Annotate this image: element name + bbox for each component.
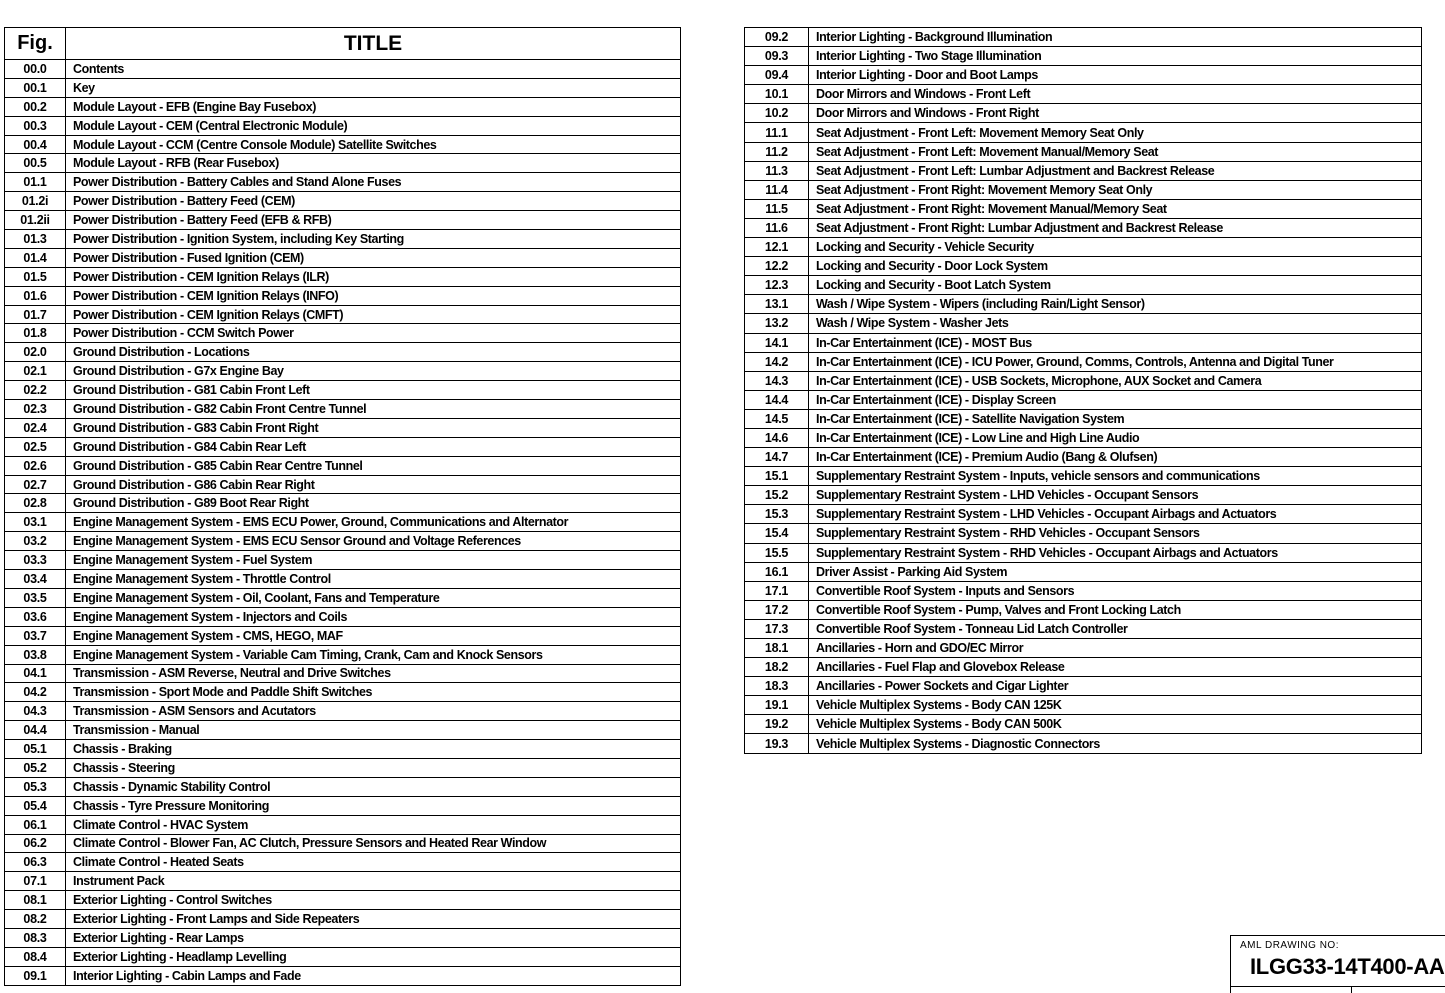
table-row [5,475,681,494]
fig-title: Chassis - Tyre Pressure Monitoring [66,796,681,815]
fig-number: 03.3 [5,551,66,570]
table-row [745,619,1422,638]
fig-number: 16.1 [745,562,809,581]
fig-number: 05.2 [5,758,66,777]
fig-number: 05.4 [5,796,66,815]
fig-number: 03.1 [5,513,66,532]
fig-title: Seat Adjustment - Front Right: Lumbar Adjustment and Backrest Release [809,218,1422,237]
table-row [5,116,681,135]
fig-title: Power Distribution - Battery Feed (CEM) [66,192,681,211]
table-row [5,381,681,400]
fig-title: Power Distribution - Fused Ignition (CEM) [66,248,681,267]
fig-number: 14.2 [745,352,809,371]
title-block-divider [1231,986,1445,987]
table-row [745,390,1422,409]
fig-number: 15.1 [745,467,809,486]
fig-title: Instrument Pack [66,872,681,891]
fig-number: 18.3 [745,677,809,696]
fig-title: Locking and Security - Vehicle Security [809,238,1422,257]
fig-number: 03.6 [5,607,66,626]
fig-title: In-Car Entertainment (ICE) - ICU Power, Ground, Comms, Controls, Antenna and Digital Tuner [809,352,1422,371]
fig-title: Supplementary Restraint System - LHD Vehicles - Occupant Sensors [809,486,1422,505]
fig-title: Engine Management System - Oil, Coolant, Fans and Temperature [66,588,681,607]
fig-title: Ancillaries - Power Sockets and Cigar Lighter [809,677,1422,696]
fig-column-header: Fig. [5,28,66,60]
table-row [5,437,681,456]
table-row [745,505,1422,524]
fig-number: 05.3 [5,777,66,796]
table-row [5,966,681,985]
fig-number: 19.1 [745,696,809,715]
table-row [5,78,681,97]
fig-title: Module Layout - CCM (Centre Console Module) Satellite Switches [66,135,681,154]
fig-number: 19.2 [745,715,809,734]
fig-number: 00.5 [5,154,66,173]
fig-number: 18.2 [745,658,809,677]
table-row [5,928,681,947]
fig-number: 09.1 [5,966,66,985]
fig-number: 03.5 [5,588,66,607]
fig-title: Climate Control - Blower Fan, AC Clutch, Pressure Sensors and Heated Rear Window [66,834,681,853]
fig-number: 05.1 [5,740,66,759]
table-row [5,607,681,626]
fig-title: Vehicle Multiplex Systems - Body CAN 500K [809,715,1422,734]
fig-title: Ground Distribution - G82 Cabin Front Centre Tunnel [66,400,681,419]
table-row [5,97,681,116]
fig-title: Power Distribution - Ignition System, including Key Starting [66,230,681,249]
fig-title: Engine Management System - EMS ECU Power, Ground, Communications and Alternator [66,513,681,532]
table-row [5,362,681,381]
table-row [745,295,1422,314]
fig-number: 15.5 [745,543,809,562]
table-row [5,664,681,683]
fig-title: Vehicle Multiplex Systems - Diagnostic Connectors [809,734,1422,753]
table-row [745,409,1422,428]
table-row [745,47,1422,66]
fig-number: 03.2 [5,532,66,551]
table-row [745,486,1422,505]
fig-number: 02.0 [5,343,66,362]
table-row [5,267,681,286]
table-row [5,230,681,249]
fig-title: In-Car Entertainment (ICE) - Display Screen [809,390,1422,409]
fig-title: Ground Distribution - G83 Cabin Front Right [66,418,681,437]
header-row [5,28,681,60]
fig-number: 14.7 [745,448,809,467]
table-row [745,123,1422,142]
fig-title: Module Layout - RFB (Rear Fusebox) [66,154,681,173]
fig-number: 19.3 [745,734,809,753]
table-row [5,796,681,815]
fig-title: Contents [66,60,681,79]
fig-number: 02.2 [5,381,66,400]
fig-title: Key [66,78,681,97]
fig-title: Ground Distribution - G86 Cabin Rear Right [66,475,681,494]
fig-title: Power Distribution - Battery Cables and Stand Alone Fuses [66,173,681,192]
fig-number: 04.3 [5,702,66,721]
fig-number: 01.5 [5,267,66,286]
table-row [745,104,1422,123]
table-row [745,715,1422,734]
fig-number: 01.3 [5,230,66,249]
table-row [745,371,1422,390]
fig-title: In-Car Entertainment (ICE) - Satellite Navigation System [809,409,1422,428]
fig-title: Exterior Lighting - Rear Lamps [66,928,681,947]
fig-number: 15.3 [745,505,809,524]
fig-number: 09.2 [745,28,809,47]
fig-number: 10.2 [745,104,809,123]
table-row [745,524,1422,543]
table-row [745,257,1422,276]
fig-number: 08.3 [5,928,66,947]
fig-number: 02.3 [5,400,66,419]
fig-title: Convertible Roof System - Pump, Valves and Front Locking Latch [809,600,1422,619]
fig-number: 02.8 [5,494,66,513]
fig-title: Engine Management System - Injectors and Coils [66,607,681,626]
drawing-title-block [1230,935,1445,993]
fig-title: Ground Distribution - G85 Cabin Rear Centre Tunnel [66,456,681,475]
table-row [745,658,1422,677]
table-row [5,626,681,645]
fig-title: Ground Distribution - G81 Cabin Front Left [66,381,681,400]
table-row [745,600,1422,619]
fig-number: 14.5 [745,409,809,428]
fig-title: Chassis - Dynamic Stability Control [66,777,681,796]
table-row [745,85,1422,104]
table-row [745,161,1422,180]
fig-title: Power Distribution - Battery Feed (EFB & RFB) [66,211,681,230]
fig-title: Ground Distribution - Locations [66,343,681,362]
fig-title: Module Layout - EFB (Engine Bay Fusebox) [66,97,681,116]
fig-title: Interior Lighting - Cabin Lamps and Fade [66,966,681,985]
fig-number: 01.8 [5,324,66,343]
table-row [745,314,1422,333]
table-row [5,740,681,759]
table-row [5,570,681,589]
fig-number: 01.2ii [5,211,66,230]
table-row [745,734,1422,753]
fig-number: 06.3 [5,853,66,872]
fig-number: 15.4 [745,524,809,543]
fig-number: 11.1 [745,123,809,142]
table-row [5,513,681,532]
fig-title: Driver Assist - Parking Aid System [809,562,1422,581]
drawing-number: ILGG33-14T400-AA [1250,954,1445,979]
fig-title: Locking and Security - Door Lock System [809,257,1422,276]
table-row [5,192,681,211]
fig-number: 00.3 [5,116,66,135]
fig-number: 00.0 [5,60,66,79]
fig-number: 11.5 [745,199,809,218]
fig-number: 06.1 [5,815,66,834]
left-table-body [5,60,681,986]
fig-title: Ancillaries - Horn and GDO/EC Mirror [809,639,1422,658]
fig-title: Door Mirrors and Windows - Front Left [809,85,1422,104]
fig-number: 01.6 [5,286,66,305]
table-row [5,910,681,929]
table-row [5,135,681,154]
table-row [745,180,1422,199]
fig-title: Power Distribution - CEM Ignition Relays (CMFT) [66,305,681,324]
fig-title: In-Car Entertainment (ICE) - USB Sockets, Microphone, AUX Socket and Camera [809,371,1422,390]
fig-title: Seat Adjustment - Front Right: Movement Manual/Memory Seat [809,199,1422,218]
fig-number: 11.3 [745,161,809,180]
fig-number: 01.4 [5,248,66,267]
fig-title: Ground Distribution - G7x Engine Bay [66,362,681,381]
table-row [5,834,681,853]
fig-title: Exterior Lighting - Headlamp Levelling [66,947,681,966]
table-row [745,677,1422,696]
table-row [745,199,1422,218]
table-row [5,400,681,419]
table-row [5,154,681,173]
fig-title: Supplementary Restraint System - RHD Vehicles - Occupant Airbags and Actuators [809,543,1422,562]
fig-title: Climate Control - Heated Seats [66,853,681,872]
fig-number: 01.7 [5,305,66,324]
fig-title: Door Mirrors and Windows - Front Right [809,104,1422,123]
fig-number: 17.2 [745,600,809,619]
table-row [5,777,681,796]
fig-title: In-Car Entertainment (ICE) - Low Line and High Line Audio [809,428,1422,447]
fig-title: Transmission - ASM Reverse, Neutral and Drive Switches [66,664,681,683]
fig-number: 14.3 [745,371,809,390]
fig-title: Exterior Lighting - Front Lamps and Side Repeaters [66,910,681,929]
fig-number: 02.4 [5,418,66,437]
fig-title: In-Car Entertainment (ICE) - Premium Audio (Bang & Olufsen) [809,448,1422,467]
table-row [745,562,1422,581]
fig-title: Seat Adjustment - Front Left: Movement Manual/Memory Seat [809,142,1422,161]
fig-title: In-Car Entertainment (ICE) - MOST Bus [809,333,1422,352]
fig-title: Supplementary Restraint System - Inputs, vehicle sensors and communications [809,467,1422,486]
fig-number: 12.2 [745,257,809,276]
fig-title: Locking and Security - Boot Latch System [809,276,1422,295]
fig-number: 09.3 [745,47,809,66]
fig-title: Climate Control - HVAC System [66,815,681,834]
contents-table-right [744,27,1422,754]
fig-number: 10.1 [745,85,809,104]
fig-title: Interior Lighting - Door and Boot Lamps [809,66,1422,85]
table-row [5,551,681,570]
fig-title: Seat Adjustment - Front Left: Movement Memory Seat Only [809,123,1422,142]
fig-number: 12.1 [745,238,809,257]
table-row [745,28,1422,47]
table-row [5,683,681,702]
fig-number: 02.6 [5,456,66,475]
fig-number: 02.1 [5,362,66,381]
table-row [5,947,681,966]
table-row [5,758,681,777]
fig-number: 02.5 [5,437,66,456]
fig-number: 14.1 [745,333,809,352]
fig-number: 03.8 [5,645,66,664]
table-row [5,721,681,740]
table-row [5,418,681,437]
table-row [745,543,1422,562]
fig-number: 04.4 [5,721,66,740]
fig-title: Engine Management System - Fuel System [66,551,681,570]
fig-number: 13.2 [745,314,809,333]
drawing-number-label: AML DRAWING NO: [1240,940,1339,951]
title-column-header: TITLE [66,28,681,60]
table-row [5,588,681,607]
fig-title: Ancillaries - Fuel Flap and Glovebox Release [809,658,1422,677]
table-row [5,494,681,513]
fig-title: Exterior Lighting - Control Switches [66,891,681,910]
table-row [5,532,681,551]
fig-title: Supplementary Restraint System - LHD Vehicles - Occupant Airbags and Actuators [809,505,1422,524]
fig-title: Wash / Wipe System - Washer Jets [809,314,1422,333]
fig-number: 13.1 [745,295,809,314]
fig-number: 00.1 [5,78,66,97]
table-row [5,173,681,192]
fig-title: Chassis - Steering [66,758,681,777]
table-row [5,872,681,891]
table-row [5,853,681,872]
fig-title: Transmission - Sport Mode and Paddle Shift Switches [66,683,681,702]
fig-number: 00.2 [5,97,66,116]
table-row [5,248,681,267]
fig-number: 11.4 [745,180,809,199]
fig-title: Wash / Wipe System - Wipers (including Rain/Light Sensor) [809,295,1422,314]
table-row [745,696,1422,715]
fig-number: 00.4 [5,135,66,154]
fig-number: 06.2 [5,834,66,853]
right-table-body [745,28,1422,754]
fig-title: Interior Lighting - Two Stage Illumination [809,47,1422,66]
fig-number: 01.2i [5,192,66,211]
fig-number: 08.1 [5,891,66,910]
table-row [5,286,681,305]
fig-number: 14.6 [745,428,809,447]
table-row [5,891,681,910]
fig-title: Chassis - Braking [66,740,681,759]
table-row [745,142,1422,161]
fig-number: 07.1 [5,872,66,891]
fig-number: 03.7 [5,626,66,645]
fig-number: 11.6 [745,218,809,237]
fig-title: Supplementary Restraint System - RHD Vehicles - Occupant Sensors [809,524,1422,543]
table-row [745,276,1422,295]
fig-number: 17.3 [745,619,809,638]
table-row [5,815,681,834]
table-row [5,60,681,79]
table-row [745,448,1422,467]
fig-number: 08.4 [5,947,66,966]
fig-title: Power Distribution - CCM Switch Power [66,324,681,343]
fig-title: Ground Distribution - G84 Cabin Rear Left [66,437,681,456]
fig-title: Engine Management System - CMS, HEGO, MAF [66,626,681,645]
table-row [5,343,681,362]
fig-number: 09.4 [745,66,809,85]
fig-title: Interior Lighting - Background Illumination [809,28,1422,47]
fig-title: Engine Management System - EMS ECU Sensor Ground and Voltage References [66,532,681,551]
fig-number: 01.1 [5,173,66,192]
table-row [5,305,681,324]
table-row [745,581,1422,600]
fig-number: 02.7 [5,475,66,494]
table-row [745,333,1422,352]
fig-number: 18.1 [745,639,809,658]
table-row [5,645,681,664]
table-row [5,324,681,343]
table-row [5,702,681,721]
fig-title: Convertible Roof System - Tonneau Lid Latch Controller [809,619,1422,638]
table-row [745,467,1422,486]
fig-title: Transmission - Manual [66,721,681,740]
table-row [5,211,681,230]
fig-title: Seat Adjustment - Front Right: Movement Memory Seat Only [809,180,1422,199]
fig-title: Seat Adjustment - Front Left: Lumbar Adjustment and Backrest Release [809,161,1422,180]
fig-title: Transmission - ASM Sensors and Acutators [66,702,681,721]
fig-number: 15.2 [745,486,809,505]
fig-number: 14.4 [745,390,809,409]
fig-title: Power Distribution - CEM Ignition Relays (ILR) [66,267,681,286]
table-row [5,456,681,475]
table-row [745,66,1422,85]
fig-number: 03.4 [5,570,66,589]
table-row [745,428,1422,447]
fig-title: Ground Distribution - G89 Boot Rear Right [66,494,681,513]
fig-title: Power Distribution - CEM Ignition Relays (INFO) [66,286,681,305]
fig-number: 04.1 [5,664,66,683]
fig-title: Module Layout - CEM (Central Electronic Module) [66,116,681,135]
contents-table-left [4,27,681,986]
fig-number: 11.2 [745,142,809,161]
fig-number: 04.2 [5,683,66,702]
fig-title: Convertible Roof System - Inputs and Sensors [809,581,1422,600]
fig-number: 17.1 [745,581,809,600]
table-row [745,238,1422,257]
fig-number: 08.2 [5,910,66,929]
fig-title: Engine Management System - Variable Cam Timing, Crank, Cam and Knock Sensors [66,645,681,664]
fig-number: 12.3 [745,276,809,295]
table-row [745,218,1422,237]
table-row [745,352,1422,371]
fig-title: Vehicle Multiplex Systems - Body CAN 125K [809,696,1422,715]
table-row [745,639,1422,658]
fig-title: Engine Management System - Throttle Control [66,570,681,589]
